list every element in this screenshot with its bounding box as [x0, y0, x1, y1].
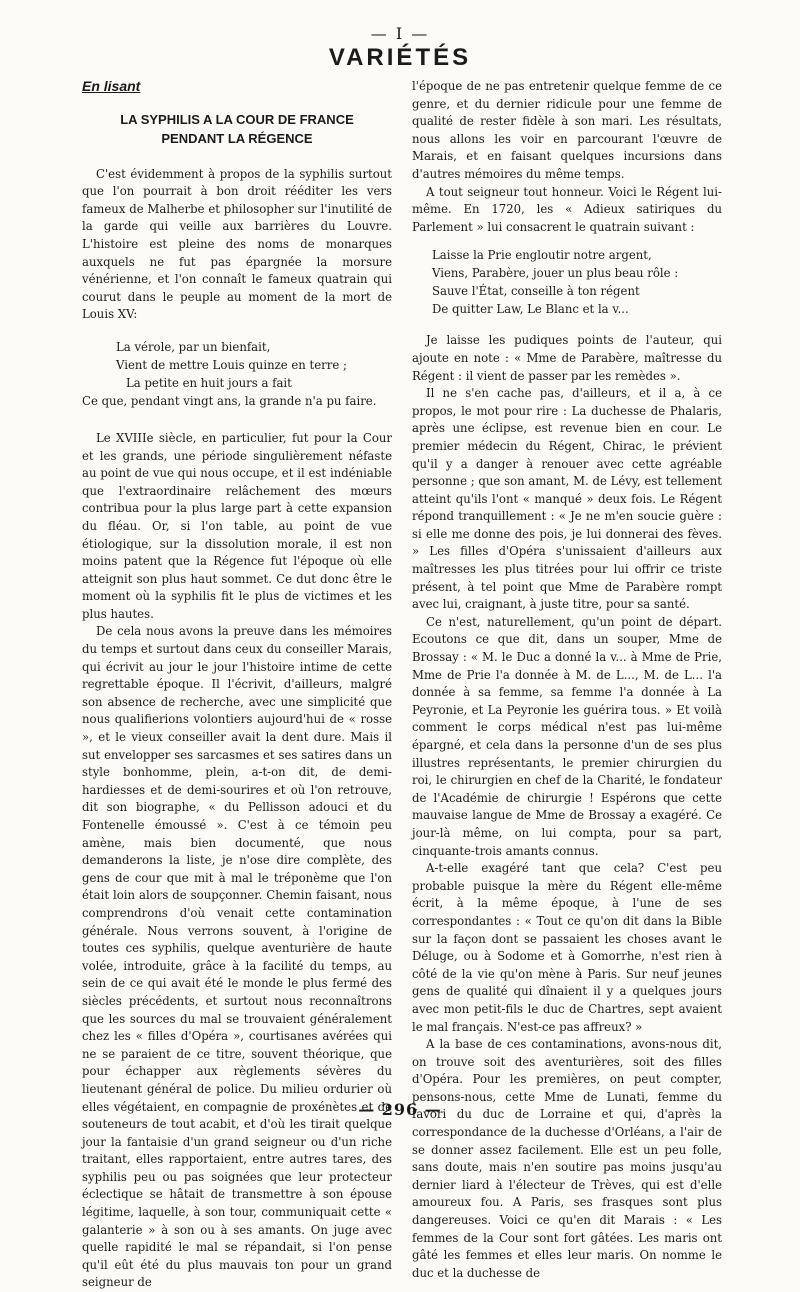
section-title: VARIÉTÉS — [328, 44, 472, 71]
paragraph: Il ne s'en cache pas, d'ailleurs, et il a, à ce propos, le mot pour rire : La duchesse de Phalaris, après une éclipse, est revenue bien en cour. Le premier médecin du Régent, Chirac, le prévient qu'il y a danger à renouer avec cette agréable personne ; que son amant, M. de Lévy, est tellement atteint qu'ils l'ont « manqué » deux fois. Le Régent répond tranquillement : « Je ne m'en soucie guère : si elle me donne des pois, je lui donnerai des fèves. » Les filles d'Opéra s'unissaient d'ailleurs aux maîtresses les plus titrées pour lui offrir ce triste présent, à tel point que Mme de Parabère rompt avec lui, craignant, à juste titre, pour sa santé. — [412, 386, 722, 612]
page-number: — 296 — — [358, 1100, 442, 1119]
quatrain-louis-xv — [82, 338, 392, 410]
paragraph: A tout seigneur tout honneur. Voici le Régent lui-même. En 1720, les « Adieux satiriques du Parlement » lui consacrent le quatrain suivant : — [412, 184, 722, 234]
verse-line: De quitter Law, Le Blanc et la v... — [432, 302, 629, 317]
verse-line: Vient de mettre Louis quinze en terre ; — [116, 357, 347, 372]
paragraph: Le XVIIIe siècle, en particulier, fut pour la Cour et les grands, une période singulièrement néfaste au point de vue qui nous occupe, et il est indéniable que l'extraordinaire relâchement des mœurs contribua pour la plus large part à cette expansion du fléau. Or, si l'on table, au point de vue étiologique, sur la dissolution morale, il est non moins patent que la Régence fut l'époque où elle atteignit son plus haut sommet. Ce dut donc être le moment où la syphilis fit le plus de victimes et les plus hautes. — [82, 430, 392, 621]
paragraph: A la base de ces contaminations, avons-nous dit, on trouve soit des aventurières, soit des filles d'Opéra. Pour les premières, on peut compter, pensons-nous, cette Mme de Lunati, femme du favori du duc de Lorraine et qui, d'après la correspondance de la duchesse d'Orléans, a l'air de se donner assez facilement. Elle est un peu folle, sans doute, mais n'en soutire pas moins jusqu'au dernier liard à l'électeur de Trèves, qui est d'elle amoureux fou. A Paris, ses frasques sont plus dangereuses. Voici ce qu'en dit Marais : « Les femmes de la Cour sont fort gâtées. Les maris ont gâté les femmes et elles leur maris. On nomme le duc et la duchesse de — [412, 1037, 722, 1280]
verse-line: La vérole, par un bienfait, — [116, 339, 271, 354]
verse-line: La petite en huit jours a fait — [126, 375, 292, 390]
paragraph: Je laisse les pudiques points de l'auteur, qui ajoute en note : « Mme de Parabère, maîtresse du Régent : il vient de passer par les remèdes ». — [412, 333, 722, 383]
verse-line: Ce que, pendant vingt ans, la grande n'a pu faire. — [82, 393, 377, 408]
page-section-number: — I — — [370, 24, 430, 43]
rubric: En lisant — [82, 78, 141, 94]
paragraph: C'est évidemment à propos de la syphilis surtout que l'on pourrait à bon droit rééditer les vers fameux de Malherbe et philosopher sur l'inutilité de la garde qui veille aux barrières du Louvre. L'histoire est pleine des noms de monarques auxquels ne fut pas épargnée la morsure vénérienne, et l'on connaît le fameux quatrain qui courut dans le peuple au moment de la mort de Louis XV: — [82, 166, 392, 322]
verse-line: Laisse la Prie engloutir notre argent, — [432, 248, 652, 263]
verse-line: Viens, Parabère, jouer un plus beau rôle : — [432, 266, 679, 281]
paragraph: De cela nous avons la preuve dans les mémoires du temps et surtout dans ceux du conseiller Marais, qui écrivit au jour le jour l'histoire intime de cette regrettable époque. Il l'écrivit, d'ailleurs, malgré son absence de recherche, avec une simplicité que nous qualifierions volontiers aujourd'hui de « rosse », et le vieux conseiller avait la dent dure. Mais il sut envelopper ses sarcasmes et ses satires dans un style bonhomme, plein, a-t-on dit, de demi-hardiesses et de demi-sourires et où l'on retrouve, dit son biographe, « du Pellisson adouci et du Fontenelle émoussé ». C'est à ce témoin peu amène, mais bien documenté, que nous demanderons la liste, je n'ose dire complète, des gens de cour que mit à mal le tréponème que l'on était loin alors de soupçonner. Chemin faisant, nous comprendrons d'où venait cette contamination générale. Nous verrons souvent, à l'origine de toutes ces syphilis, quelque aventurière de haute volée, introduite, grâce à la facilité du temps, au sein de ce qui avait été le monde le plus fermé des siècles précédents, et surtout nous reconnaîtrons que les sources du mal se trouvaient généralement chez les « filles d'Opéra », courtisanes avérées qui ne se paraient de ce titre, souvent théorique, que pour échapper aux règlements sévères du lieutenant général de police. Du milieu ordurier où elles végétaient, en compagnie de proxénètes et de souteneurs de tout acabit, et d'où les tirait quelque jour la fantaisie d'un grand seigneur ou d'un riche traitant, elles rapportaient, entre autres tares, des syphilis peu ou pas soignées que leur protecteur éclectique se hâtait de transmettre à son épouse légitime, laquelle, à son tour, communiquait cette « galanterie » à son ou à ses amants. On juge avec quelle rapidité le mal se répandait, si l'on pense qu'il eût été du plus mauvais ton pour un grand seigneur de — [82, 624, 392, 1290]
verse-line: Sauve l'État, conseille à ton régent — [432, 284, 640, 299]
article-title — [82, 110, 392, 148]
article-title-line-2: PENDANT LA RÉGENCE — [161, 130, 313, 146]
paragraph: l'époque de ne pas entretenir quelque femme de ce genre, et du dernier ridicule pour une femme de qualité de rester fidèle à son mari. Les résultats, nous allons les voir en parcourant l'œuvre de Marais, et en faisant quelques incursions dans d'autres mémoires du même temps. — [412, 79, 722, 181]
paragraph: Ce n'est, naturellement, qu'un point de départ. Ecoutons ce que dit, dans un souper, Mme de Brossay : « M. le Duc a donné la v... à Mme de Prie, Mme de Prie l'a donnée à M. de L..., M. de L... l'a donnée à sa femme, sa femme l'a donnée à La Peyronie, et La Peyronie les guérira tous. » Et voilà comment le corps médical n'est pas lui-même épargné, et cela dans la personne d'un de ses plus illustres représentants, le premier chirurgien du roi, le chirurgien en chef de la Charité, le fondateur de l'Académie de chirurgie ! Espérons que cette mauvaise langue de Mme de Brossay a exagéré. Ce jour-là même, on lui compta, pour sa part, cinquante-trois amants connus. — [412, 614, 722, 858]
paragraph: A-t-elle exagéré tant que cela? C'est peu probable puisque la mère du Régent elle-même écrit, à la même époque, à l'une de ses correspondantes : « Tout ce qu'on dit dans la Bible sur la façon dont se passaient les choses avant le Déluge, ou à Sodome et à Gomorrhe, n'est rien à côté de la vie qu'on mène à Paris. Sur neuf jeunes gens de qualité qui dînaient il y a quelques jours avec mon petit-fils le duc de Chartres, sept avaient le mal français. N'est-ce pas affreux? » — [412, 861, 722, 1034]
quatrain-regent — [412, 246, 722, 318]
article-title-line-1: LA SYPHILIS A LA COUR DE FRANCE — [120, 111, 354, 127]
